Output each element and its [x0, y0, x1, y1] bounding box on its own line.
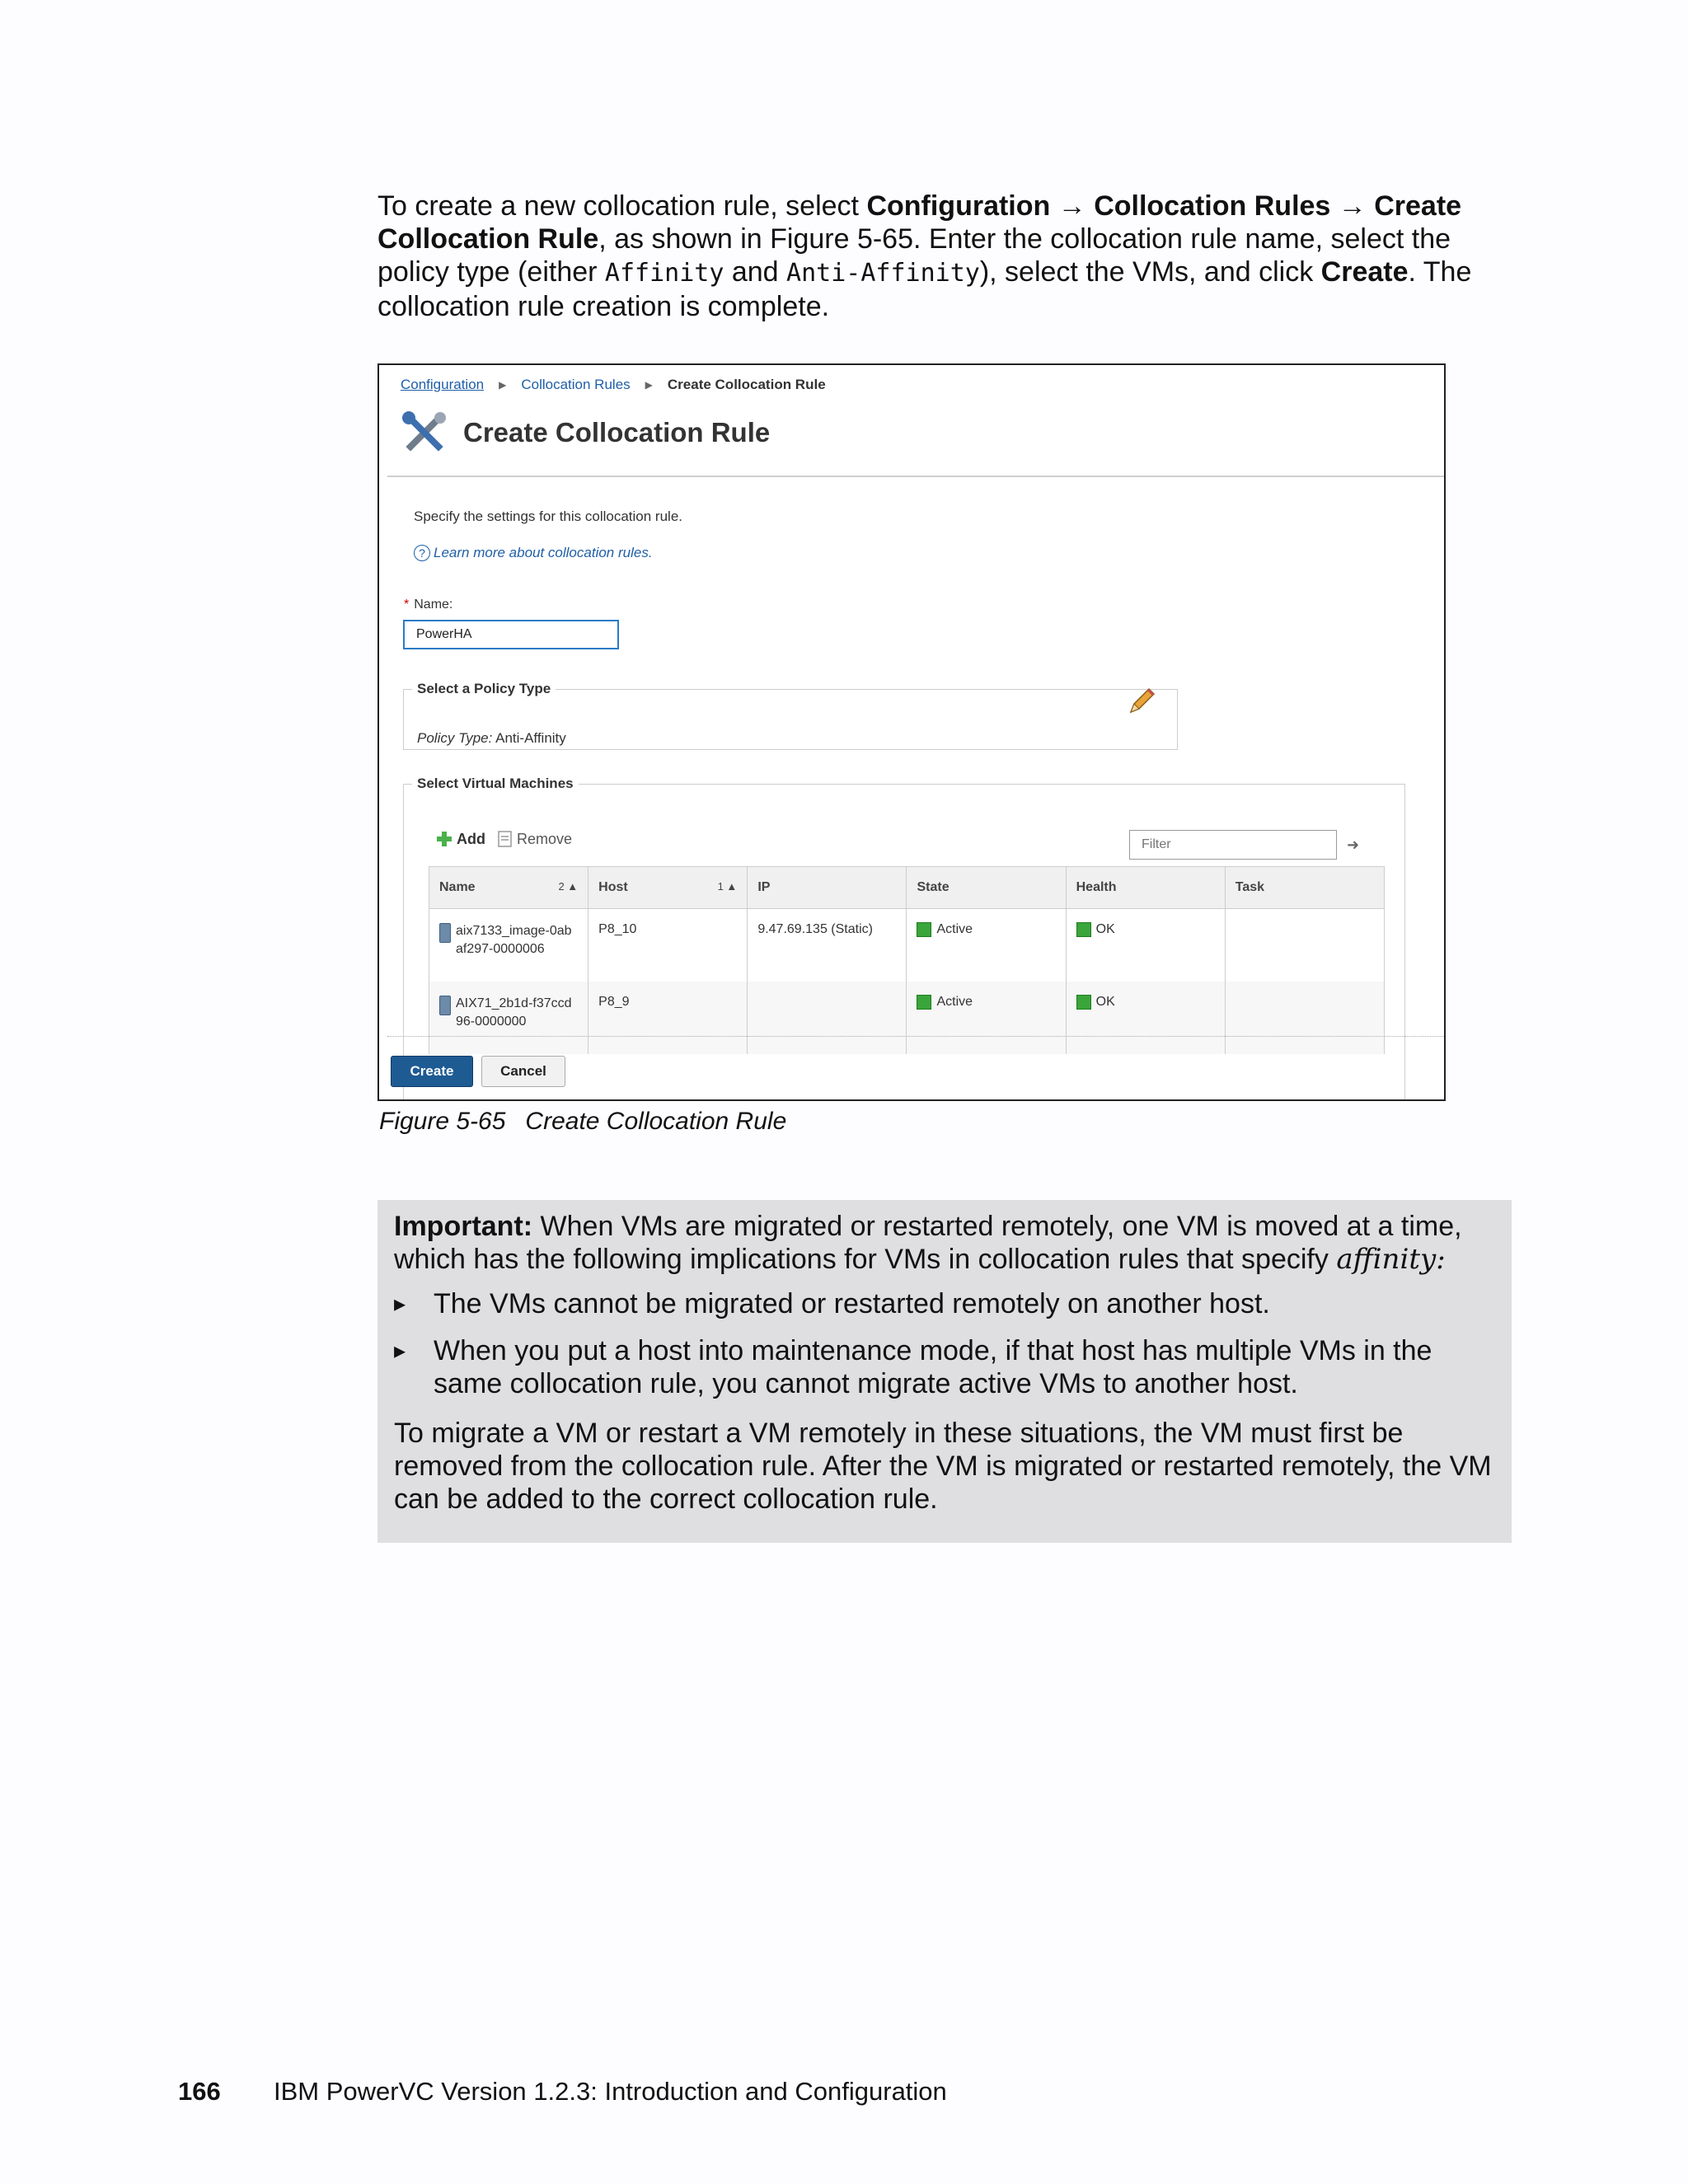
breadcrumb-current: Create Collocation Rule [667, 377, 826, 392]
table-row[interactable] [429, 909, 1385, 982]
intro-bold-create-collocation-rule: Create Collocation Rule [377, 190, 1462, 255]
status-ok-icon [917, 922, 931, 937]
footer-divider [387, 1036, 1444, 1037]
page-header [399, 408, 770, 457]
breadcrumb [401, 377, 826, 393]
header-divider [387, 476, 1444, 477]
filter-input[interactable] [1129, 830, 1337, 860]
intro-text-1: To create a new collocation rule, select [377, 190, 867, 222]
vm-icon [439, 996, 451, 1015]
vm-name-cell [429, 982, 588, 1054]
vm-name-cell [429, 909, 588, 982]
vm-host: P8_9 [588, 982, 748, 1054]
important-list [394, 1287, 1495, 1400]
settings-description: Specify the settings for this collocation rule. [414, 509, 682, 524]
vm-state-cell [907, 909, 1066, 982]
remove-label: Remove [517, 830, 573, 847]
status-ok-icon [917, 995, 931, 1010]
footer-title: IBM PowerVC Version 1.2.3: Introduction and Configuration [274, 2077, 947, 2106]
column-header-state[interactable]: State [907, 867, 1066, 909]
vm-ip [748, 982, 907, 1054]
intro-code-affinity: Affinity [604, 259, 724, 288]
intro-text-2: , as shown in Figure 5-65. Enter the collocation rule name, select the policy type (either [377, 223, 1451, 288]
learn-more-label: Learn more about collocation rules. [434, 545, 653, 560]
vm-health-cell [1066, 909, 1225, 982]
create-button[interactable]: Create [391, 1056, 473, 1087]
filter-options-icon[interactable]: ➜ [1347, 837, 1360, 853]
page-title: Create Collocation Rule [463, 417, 771, 448]
breadcrumb-separator-icon: ▶ [499, 379, 507, 391]
column-header-host[interactable] [588, 867, 748, 909]
breadcrumb-separator-icon: ▶ [645, 379, 653, 391]
column-header-health[interactable]: Health [1066, 867, 1225, 909]
vm-state: Active [936, 922, 973, 936]
add-button[interactable] [435, 830, 485, 848]
important-text: When VMs are migrated or restarted remotely, one VM is moved at a time, which has the following implications for VMs in collocation rules that specify [394, 1211, 1462, 1275]
figure-title: Create Collocation Rule [525, 1108, 787, 1135]
figure-number: Figure 5-65 [379, 1108, 506, 1135]
page-footer [178, 2077, 947, 2107]
policy-type-group [403, 681, 1178, 750]
help-icon: ? [414, 545, 430, 561]
important-intro [394, 1210, 1495, 1276]
vm-state-cell [907, 982, 1066, 1054]
table-header-row [429, 867, 1385, 909]
edit-pencil-icon[interactable] [1124, 686, 1157, 719]
intro-arrow-2: → [1330, 190, 1375, 222]
name-label [404, 598, 452, 612]
table-row[interactable] [429, 982, 1385, 1054]
vm-state: Active [936, 995, 973, 1009]
intro-text-4: ), select the VMs, and click [979, 256, 1321, 288]
policy-type-text: Anti-Affinity [492, 730, 566, 746]
page-number: 166 [178, 2077, 221, 2106]
important-conclusion: To migrate a VM or restart a VM remotely in these situations, the VM must first be removed from the collocation rule. After the VM is migrated or restarted remotely, the VM can be added to the correct collocation rule. [394, 1418, 1492, 1515]
figure-caption [379, 1108, 806, 1136]
name-input[interactable] [403, 620, 619, 649]
intro-bold-collocation-rules: Collocation Rules [1094, 190, 1331, 222]
required-icon: * [404, 598, 410, 612]
status-ok-icon [1076, 922, 1091, 937]
important-label: Important: [394, 1211, 533, 1242]
column-header-name[interactable] [429, 867, 588, 909]
policy-type-label: Policy Type: [417, 730, 493, 746]
policy-type-value [417, 730, 566, 747]
intro-text-3: and [724, 256, 787, 288]
intro-bold-create: Create [1320, 256, 1409, 288]
sort-indicator: 2 ▲ [558, 880, 579, 893]
remove-button[interactable] [497, 830, 572, 848]
vm-ip: 9.47.69.135 (Static) [748, 909, 907, 982]
learn-more-link[interactable] [414, 545, 653, 561]
intro-arrow-1: → [1050, 190, 1095, 222]
remove-icon [497, 830, 513, 848]
vm-health: OK [1095, 995, 1115, 1009]
vm-task [1225, 909, 1384, 982]
column-header-task[interactable]: Task [1225, 867, 1384, 909]
name-label-text: Name: [414, 598, 453, 612]
intro-text-5: . The collocation rule creation is complete. [377, 256, 1472, 322]
cancel-button[interactable]: Cancel [481, 1056, 565, 1087]
vm-toolbar [435, 830, 572, 848]
breadcrumb-collocation-rules[interactable]: Collocation Rules [521, 377, 631, 392]
policy-type-legend: Select a Policy Type [417, 681, 551, 696]
column-name-label: Name [439, 880, 476, 894]
important-box [377, 1200, 1512, 1543]
intro-bold-configuration: Configuration [866, 190, 1051, 222]
column-host-label: Host [598, 880, 628, 894]
screenshot-figure [377, 363, 1446, 1101]
important-emphasis: affinity: [1336, 1243, 1446, 1276]
sort-indicator: 1 ▲ [717, 880, 738, 893]
vm-table [429, 866, 1385, 1054]
breadcrumb-configuration[interactable]: Configuration [401, 377, 485, 392]
vm-task [1225, 982, 1384, 1054]
add-icon [435, 830, 453, 848]
vm-health-cell [1066, 982, 1225, 1054]
vm-name: AIX71_2b1d-f37ccd96-0000000 [456, 996, 572, 1029]
intro-code-anti-affinity: Anti-Affinity [786, 259, 980, 288]
status-ok-icon [1076, 995, 1091, 1010]
virtual-machines-legend: Select Virtual Machines [417, 776, 574, 791]
virtual-machines-group [403, 776, 1405, 1101]
vm-health: OK [1095, 922, 1115, 936]
add-label: Add [457, 830, 485, 847]
intro-paragraph [377, 190, 1515, 323]
tools-icon [399, 408, 450, 457]
list-item: ▸ The VMs cannot be migrated or restarted remotely on another host. [394, 1287, 1495, 1320]
list-item: ▸ When you put a host into maintenance mode, if that host has multiple VMs in the same collocation rule, you cannot migrate active VMs to another host. [394, 1334, 1495, 1400]
column-header-ip[interactable]: IP [748, 867, 907, 909]
vm-name: aix7133_image-0abaf297-0000006 [456, 924, 572, 956]
vm-icon [439, 923, 451, 943]
vm-host: P8_10 [588, 909, 748, 982]
